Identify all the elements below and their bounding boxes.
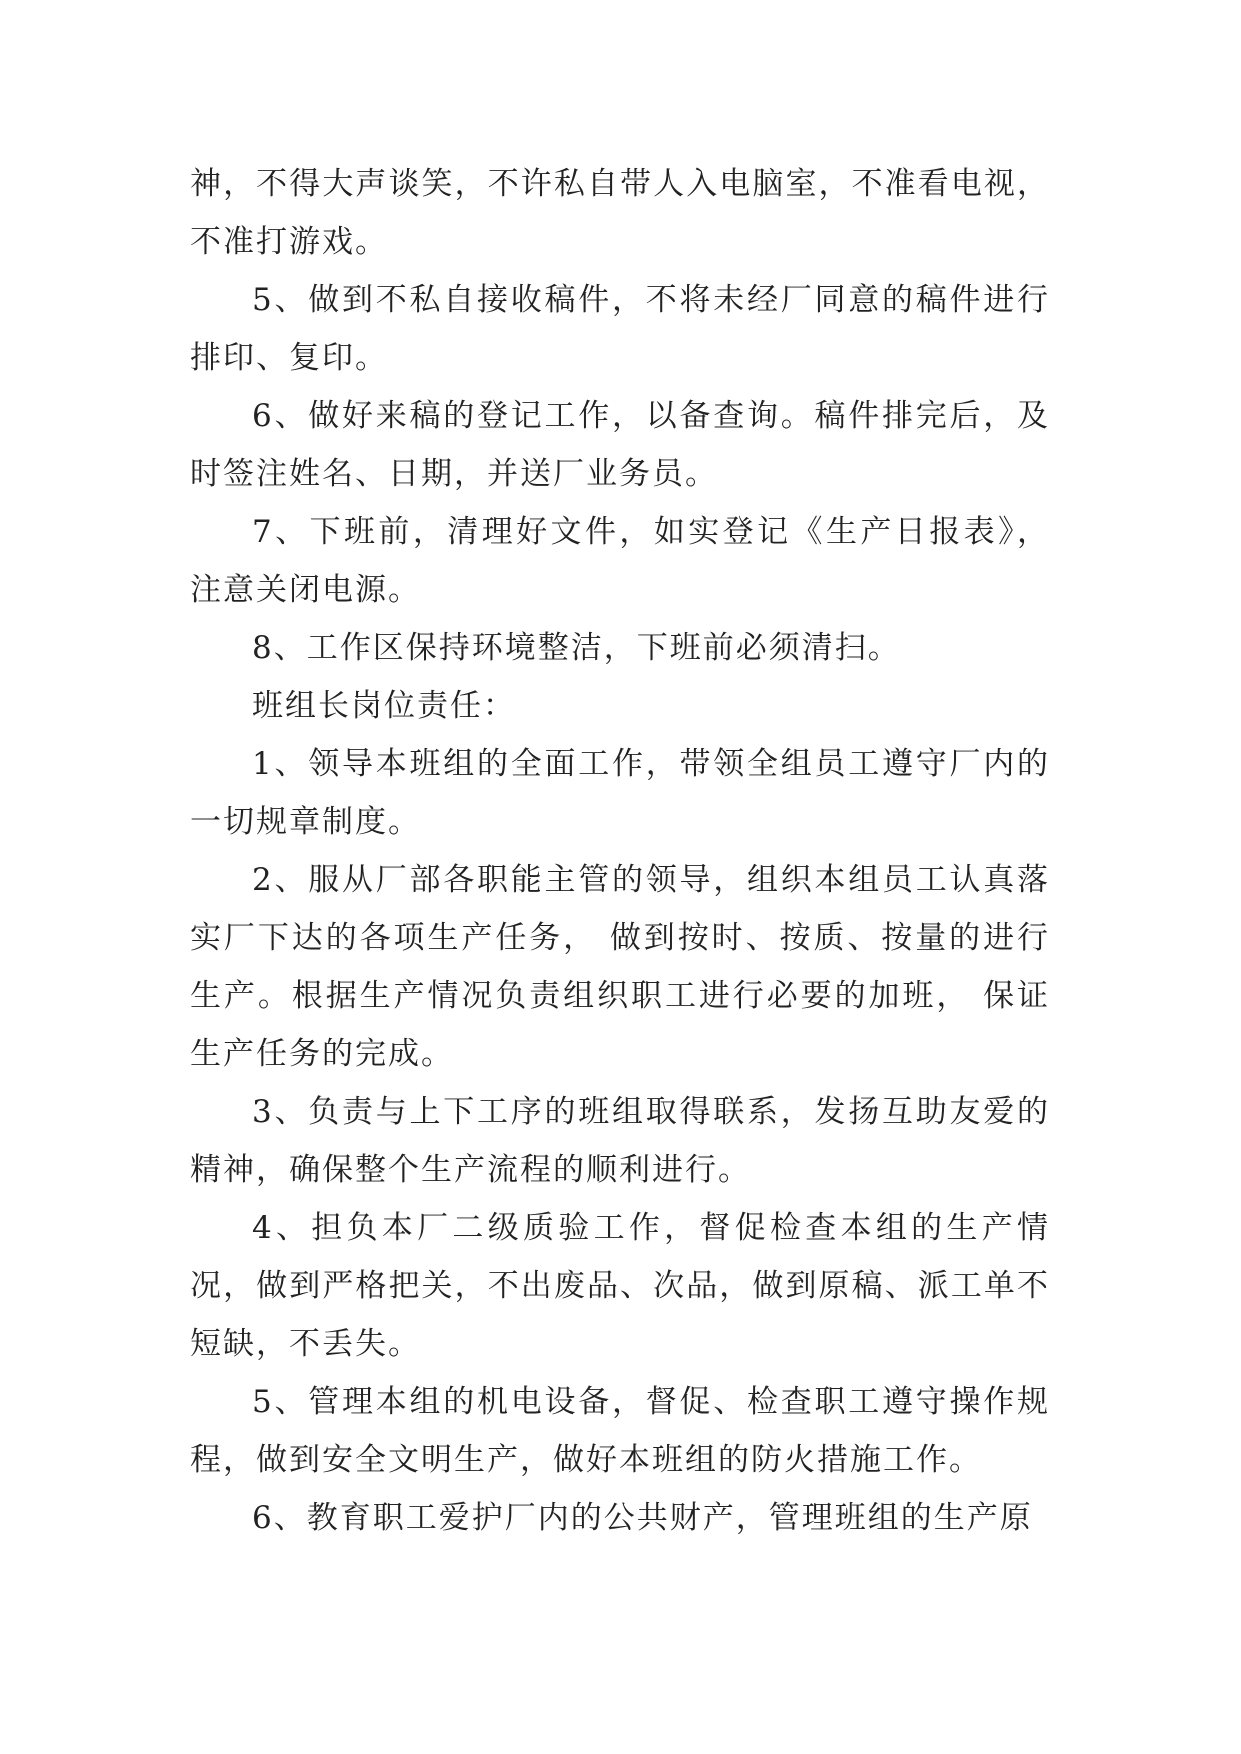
paragraph-leader-item-4: 4、担负本厂二级质验工作，督促检查本组的生产情况，做到严格把关，不出废品、次品，做到原稿、派工单不短缺，不丢失。	[190, 1210, 1050, 1362]
paragraph-item-6: 6、做好来稿的登记工作，以备查询。稿件排完后，及时签注姓名、日期，并送厂业务员。	[190, 398, 1050, 492]
paragraph-item-8: 8、工作区保持环境整洁，下班前必须清扫。	[252, 630, 901, 666]
paragraph-leader-item-1: 1、领导本班组的全面工作，带领全组员工遵守厂内的一切规章制度。	[190, 746, 1050, 840]
paragraph-item-5: 5、做到不私自接收稿件，不将未经厂同意的稿件进行排印、复印。	[190, 282, 1050, 376]
section-heading: 班组长岗位责任：	[252, 688, 516, 724]
paragraph-item-7: 7、下班前，清理好文件，如实登记《生产日报表》，注意关闭电源。	[190, 514, 1050, 608]
paragraph-leader-item-5: 5、管理本组的机电设备，督促、检查职工遵守操作规程，做到安全文明生产，做好本班组的防火措施工作。	[190, 1384, 1050, 1478]
paragraph-leader-item-6: 6、教育职工爱护厂内的公共财产，管理班组的生产原	[252, 1500, 1033, 1536]
paragraph-leader-item-2: 2、服从厂部各职能主管的领导，组织本组员工认真落实厂下达的各项生产任务， 做到按时、按质、按量的进行生产。根据生产情况负责组织职工进行必要的加班， 保证生产任务的完成。	[190, 862, 1050, 1072]
paragraph-leader-item-3: 3、负责与上下工序的班组取得联系，发扬互助友爱的精神，确保整个生产流程的顺利进行。	[190, 1094, 1050, 1188]
paragraph-continuation: 神，不得大声谈笑，不许私自带人入电脑室，不准看电视，不准打游戏。	[190, 166, 1050, 260]
document-body	[190, 155, 1050, 1547]
